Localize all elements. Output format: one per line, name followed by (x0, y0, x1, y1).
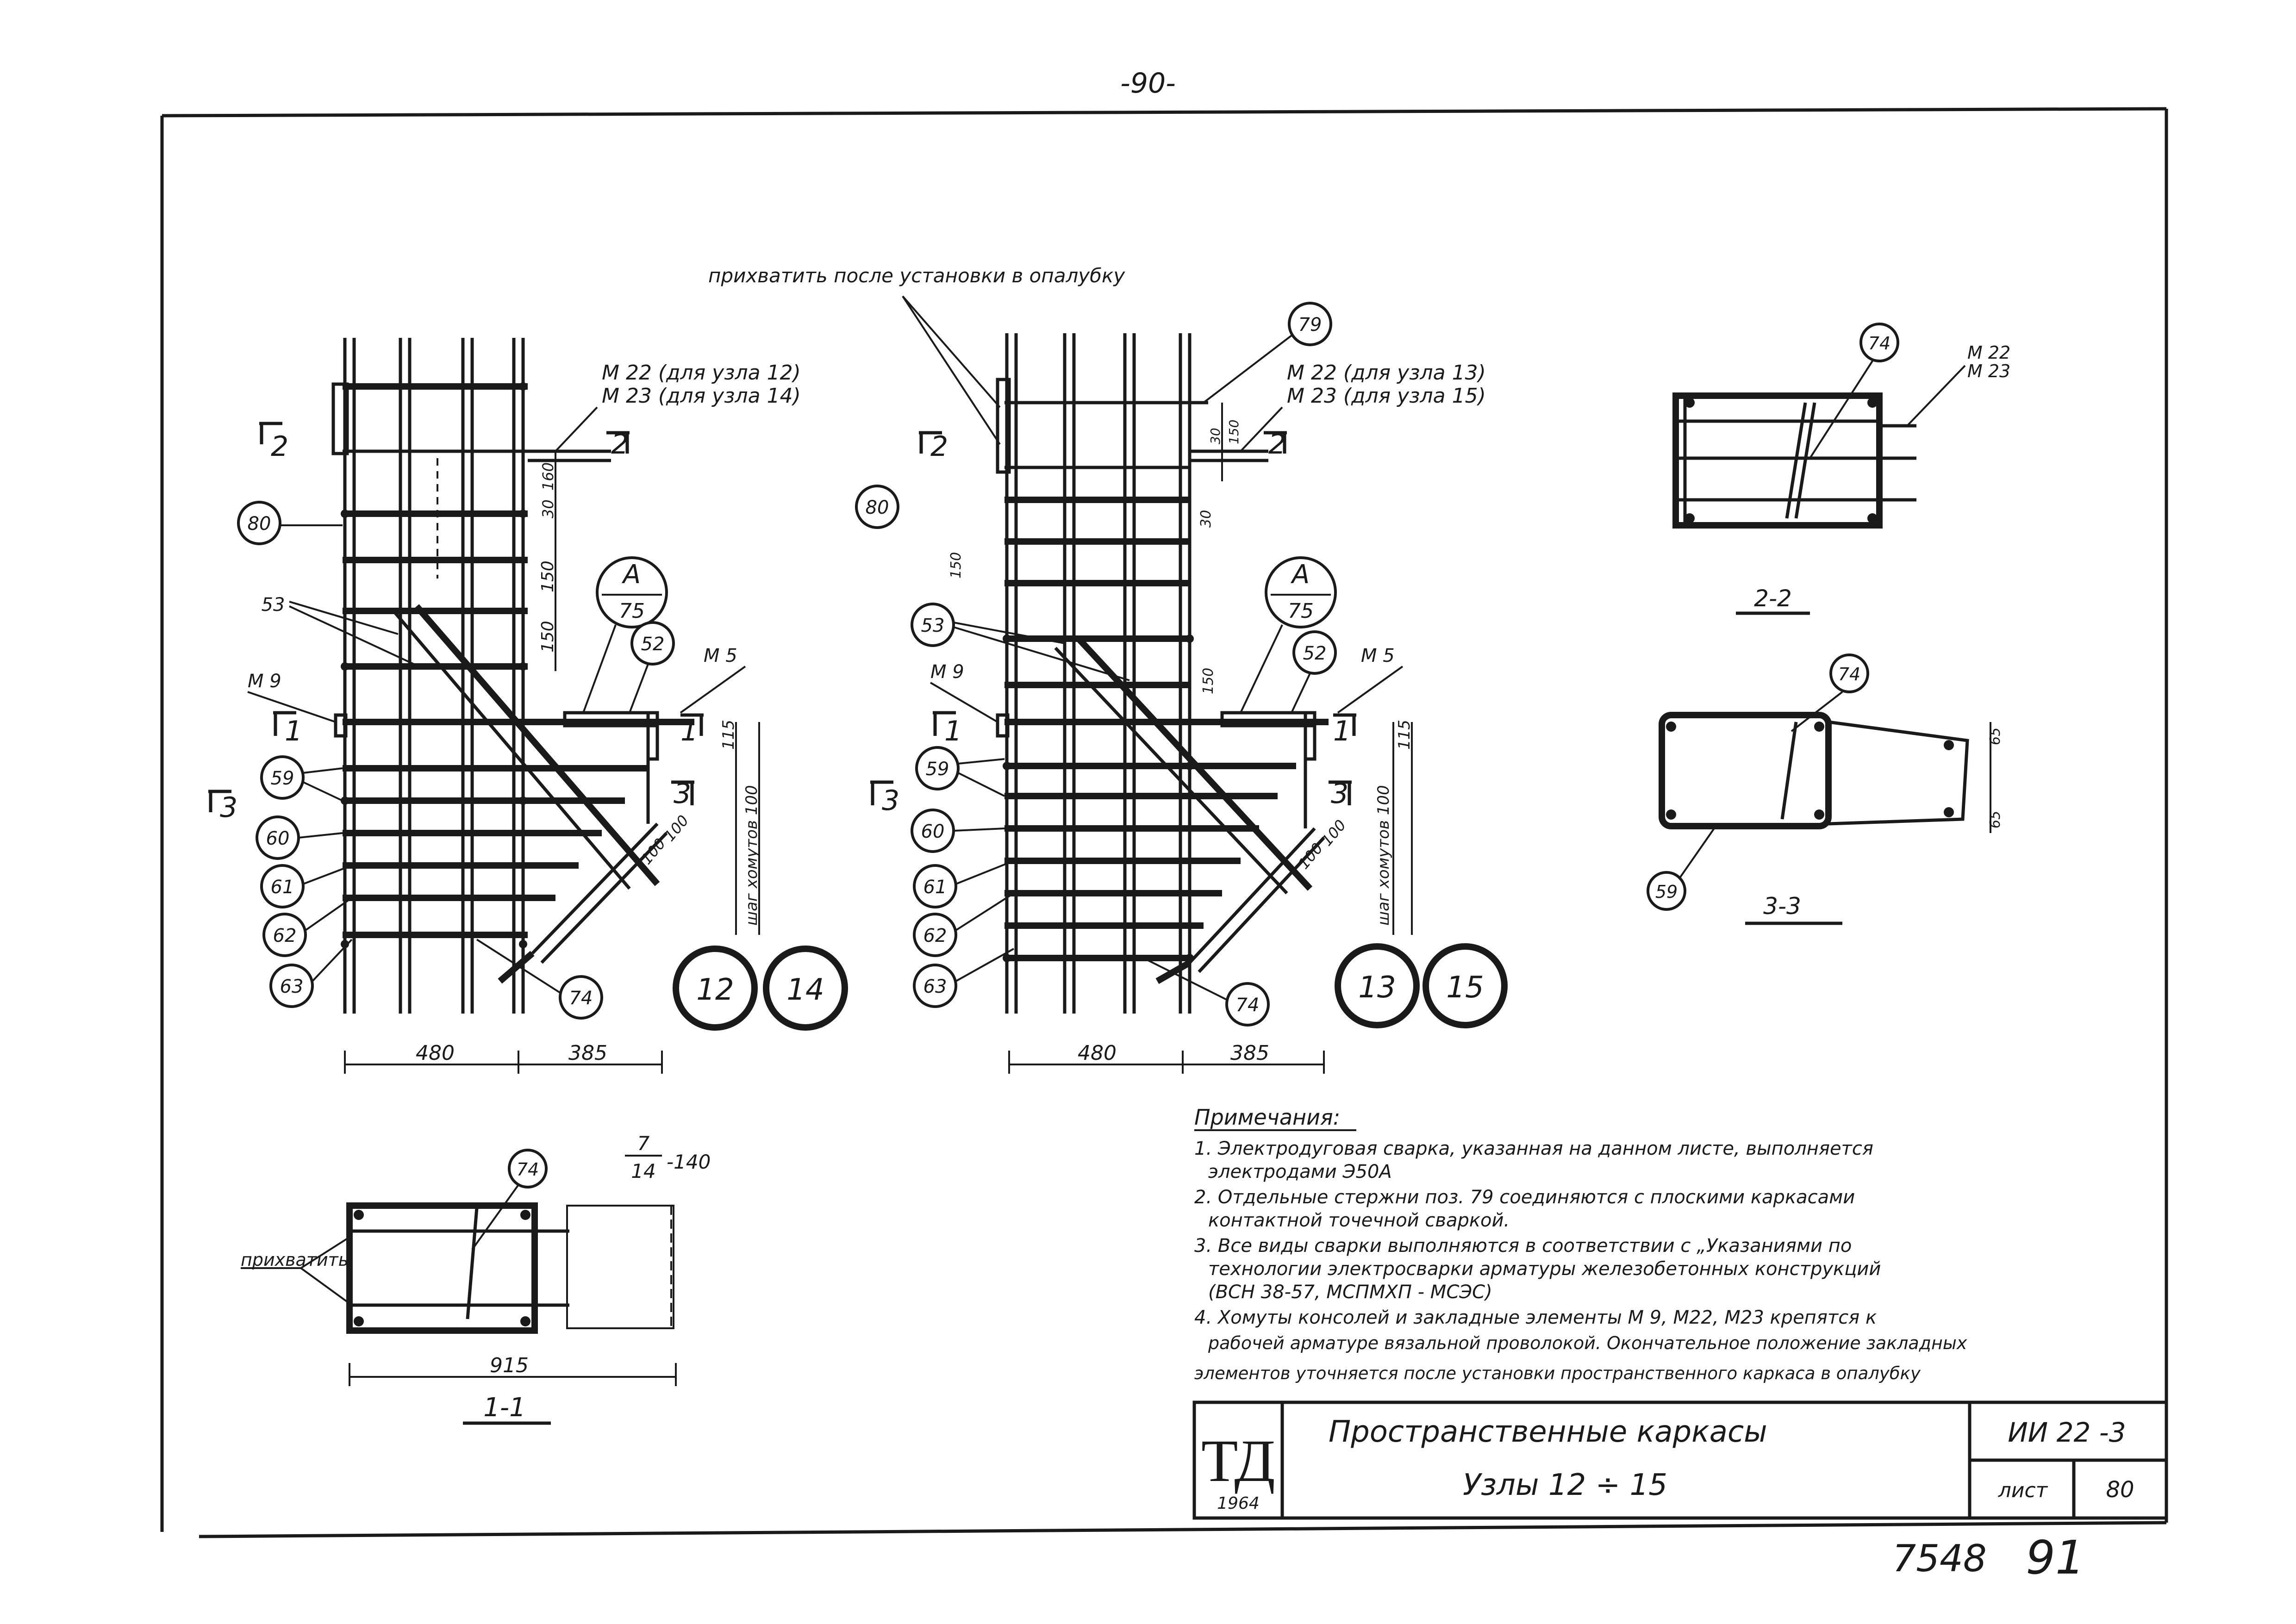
right-dim-100a: 100 (1295, 839, 1327, 873)
section-1-1 (241, 1132, 711, 1423)
left-callout-a-letter: А (623, 560, 641, 590)
sec11-ref-den: 14 (631, 1160, 656, 1182)
right-pos-53: 53 (921, 615, 945, 636)
title-line-1: Пространственные каркасы (1329, 1415, 1767, 1449)
sec11-title: 1-1 (483, 1393, 526, 1423)
left-pos-80: 80 (247, 513, 271, 535)
right-label-m5: М 5 (1361, 645, 1395, 666)
sec11-grab: прихватить (241, 1250, 349, 1270)
notes-heading: Примечания: (1194, 1105, 1341, 1130)
right-label-m9: М 9 (930, 661, 964, 683)
right-dim-step: шаг хомутов 100 (1374, 785, 1393, 926)
right-section-3a: 3 (882, 784, 900, 817)
right-callout-a-num: 75 (1288, 599, 1314, 623)
right-dim-480: 480 (1078, 1041, 1117, 1065)
right-dim-30a: 30 (1208, 428, 1223, 444)
left-dim-30: 30 (539, 499, 557, 518)
note-line-2: электродами Э50А (1208, 1161, 1392, 1182)
right-dim-100b: 100 (1318, 816, 1350, 850)
right-pos-61: 61 (923, 877, 947, 898)
left-section-3a: 3 (220, 791, 238, 824)
right-section-1a: 1 (944, 715, 962, 747)
left-section-1b: 1 (680, 715, 699, 747)
left-dim-115: 115 (719, 720, 738, 750)
logo-td: ТД (1201, 1428, 1275, 1494)
right-pos-52: 52 (1303, 643, 1327, 664)
left-label-m23: М 23 (для узла 14) (602, 384, 801, 408)
left-section-1a: 1 (285, 715, 303, 747)
left-dim-step: шаг хомутов 100 (742, 785, 761, 926)
right-dim-150c: 150 (1200, 667, 1217, 694)
left-pos-62: 62 (273, 925, 297, 946)
left-pos-63: 63 (280, 976, 304, 997)
left-pos-53: 53 (261, 594, 285, 616)
right-pos-80: 80 (865, 497, 889, 518)
left-callout-a-num: 75 (619, 599, 645, 623)
page-number: -90- (1120, 67, 1176, 100)
note-line-8: 4. Хомуты консолей и закладные элементы М 9, М22, М23 крепятся к (1194, 1307, 1877, 1328)
note-line-7: (ВСН 38-57, МСПМХП - МСЭС) (1208, 1282, 1492, 1303)
note-line-9: рабочей арматуре вязальной проволокой. Окончательное положение закладных (1208, 1333, 1967, 1353)
right-label-m22: М 22 (для узла 13) (1287, 361, 1486, 385)
sec33-dim65b: 65 (1987, 810, 2003, 828)
right-callout-a-letter: А (1292, 560, 1310, 590)
right-pos-74: 74 (1235, 995, 1260, 1016)
note-line-6: технологии электросварки арматуры железобетонных конструкций (1208, 1258, 1881, 1280)
left-pos-59: 59 (270, 768, 294, 789)
right-section-2b: 2 (1268, 428, 1286, 460)
left-dim-150b: 150 (538, 621, 557, 653)
sec11-ref-num: 7 (637, 1132, 650, 1155)
left-dim-100a: 100 (637, 834, 669, 868)
title-sheet-no: 80 (2106, 1477, 2134, 1503)
sec33-pos-74: 74 (1838, 664, 1861, 684)
right-pos-60: 60 (921, 821, 945, 842)
title-series: ИИ 22 -3 (2008, 1417, 2126, 1448)
left-dim-100b: 100 (661, 811, 693, 845)
right-section-1b: 1 (1333, 715, 1351, 747)
title-line-2: Узлы 12 ÷ 15 (1463, 1468, 1667, 1502)
left-section-2b: 2 (611, 428, 629, 460)
left-section-2a: 2 (271, 430, 289, 463)
left-frame-view (208, 338, 845, 1074)
right-pos-59: 59 (925, 759, 949, 780)
right-dim-385: 385 (1230, 1041, 1269, 1065)
note-line-4: контактной точечной сваркой. (1208, 1210, 1510, 1231)
sec22-m22: М 22 (1967, 342, 2011, 363)
left-label-m9: М 9 (248, 671, 281, 692)
left-pos-60: 60 (266, 828, 290, 849)
stamp-7548: 7548 (1892, 1537, 1987, 1580)
sec22-m23: М 23 (1967, 361, 2011, 381)
left-dim-385: 385 (568, 1041, 607, 1065)
sec22-pos-74: 74 (1868, 333, 1891, 354)
notes-block (1194, 1105, 1967, 1383)
right-pos-63: 63 (923, 976, 947, 997)
right-note-grab: прихватить после установки в опалубку (708, 264, 1125, 287)
left-pos-61: 61 (270, 877, 294, 898)
sec11-pos-74: 74 (516, 1159, 539, 1180)
right-dim-115: 115 (1395, 720, 1414, 750)
right-dim-150: 150 (1226, 419, 1242, 444)
sec33-pos-59: 59 (1655, 882, 1678, 902)
left-pos-74: 74 (569, 988, 593, 1009)
note-line-1: 1. Электродуговая сварка, указанная на данном листе, выполняется (1194, 1138, 1873, 1159)
left-section-3b: 3 (674, 778, 692, 810)
note-line-10: элементов уточняется после установки пространственного каркаса в опалубку (1194, 1363, 1921, 1383)
left-label-m5: М 5 (704, 645, 737, 666)
left-dim-160: 160 (539, 462, 557, 491)
sec33-title: 3-3 (1763, 893, 1801, 920)
right-node-13: 13 (1358, 971, 1396, 1005)
right-pos-62: 62 (923, 925, 947, 946)
section-3-3 (1648, 655, 2003, 923)
right-pos-79: 79 (1298, 314, 1322, 336)
sec11-ref-tail: -140 (667, 1151, 711, 1173)
right-label-m23: М 23 (для узла 15) (1287, 384, 1486, 408)
left-dim-480: 480 (416, 1041, 455, 1065)
sec22-title: 2-2 (1754, 585, 1792, 612)
right-dim-150-left: 150 (948, 552, 964, 579)
left-node-14: 14 (786, 973, 824, 1007)
sec33-dim65a: 65 (1987, 727, 2003, 745)
note-line-5: 3. Все виды сварки выполняются в соответствии с „Указаниями по (1194, 1235, 1852, 1257)
left-label-m22: М 22 (для узла 12) (602, 361, 801, 385)
section-2-2 (1676, 324, 2010, 613)
note-line-3: 2. Отдельные стержни поз. 79 соединяются с плоскими каркасами (1194, 1187, 1855, 1208)
left-node-12: 12 (696, 973, 734, 1007)
left-pos-52: 52 (641, 634, 665, 655)
sec11-dim-915: 915 (490, 1354, 529, 1377)
title-sheet-label: лист (1998, 1479, 2048, 1502)
right-section-3b: 3 (1331, 778, 1349, 810)
title-block (1194, 1402, 2166, 1518)
title-year: 1964 (1217, 1494, 1260, 1513)
right-dim-30b: 30 (1198, 510, 1214, 528)
right-node-15: 15 (1446, 971, 1484, 1005)
stamp-91: 91 (2026, 1531, 2085, 1585)
left-dim-150a: 150 (538, 560, 557, 592)
right-section-2a: 2 (930, 430, 948, 463)
